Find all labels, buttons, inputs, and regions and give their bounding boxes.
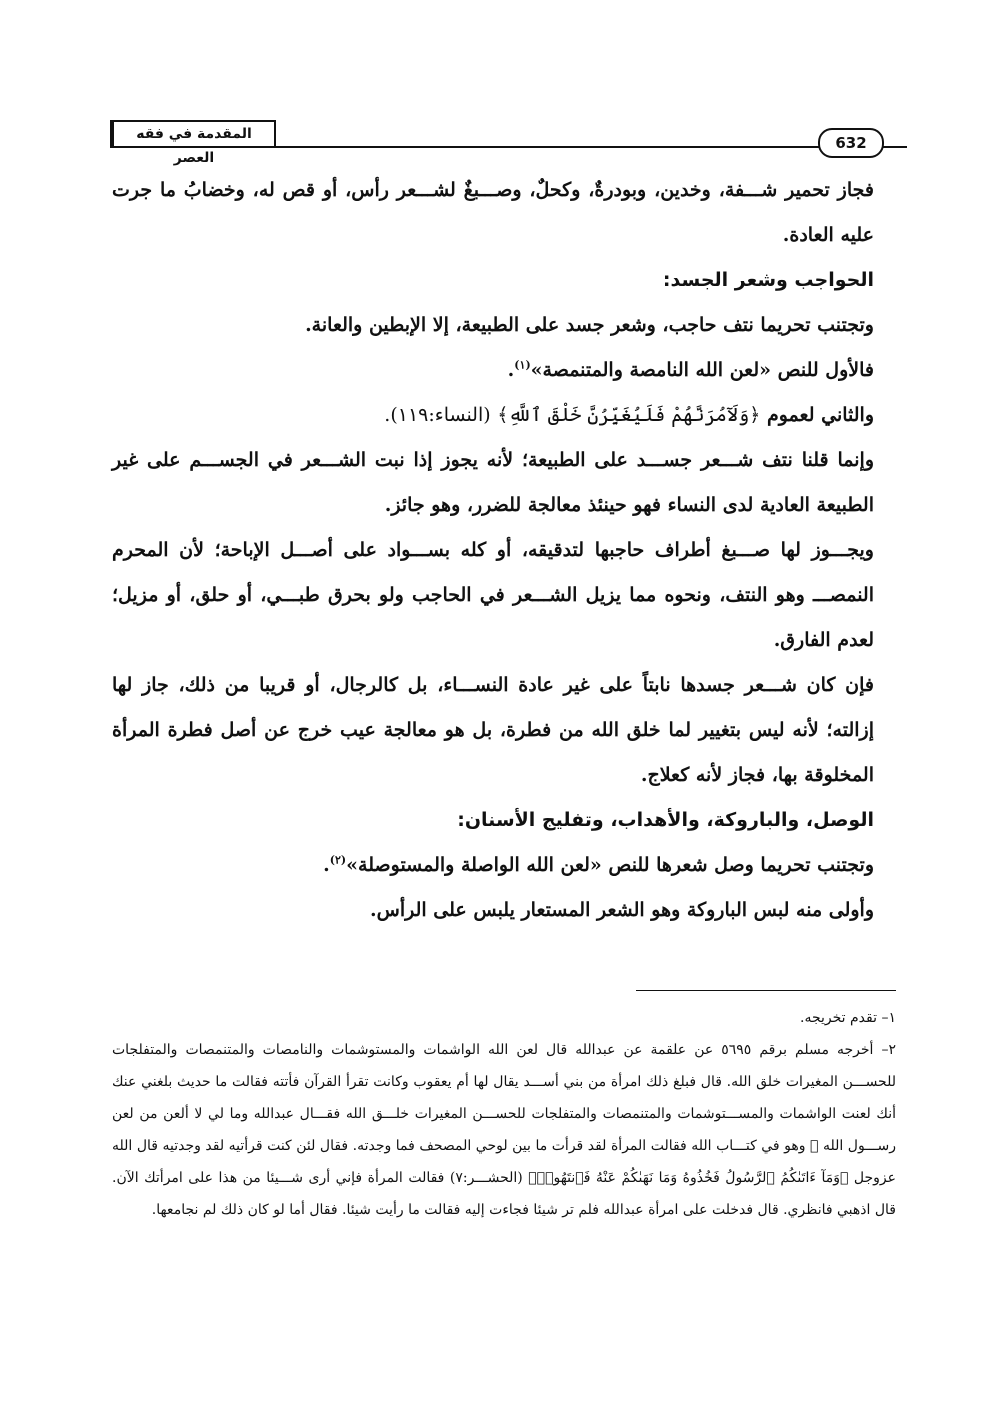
footnote-ref-2: (٢) — [329, 853, 347, 867]
paragraph-hair-removal: فإن كان شـــعر جسدها نابتاً على غير عادة النســـاء، بل كالرجال، أو قريبا من ذلك، جاز لها إزالته؛ لأنه ليس بتغيير لما خلق الله من فطرة، بل هو معالجة عيب خرج عن أصل فطرة المرأة المخلوقة بها، فجاز لأنه كعلاج. — [112, 674, 874, 786]
footnote-2 — [112, 1034, 896, 1226]
paragraph-second-evidence — [112, 393, 896, 438]
evidence-text: فالأول للنص «لعن الله النامصة والمتنمصة» — [530, 359, 874, 381]
footnote-1: ١– تقدم تخريجه. — [800, 1010, 896, 1026]
paragraph-cosmetics: فجاز تحمير شـــفة، وخدين، وبودرةٌ، وكحلٌ، وصـــبغٌ لشـــعر رأس، أو قص له، وخضابُ ما جرت عليه العادة. — [112, 179, 874, 246]
paragraph-eyebrow-dye: ويجـــوز لها صـــبغ أطراف حاجبها لتدقيقه، أو كله بســـواد على أصـــل الإباحة؛ لأن المحرم النمصـــ وهو النتف، ونحوه مما يزيل الشـــعر في الحاجب ولو بحرق طبـــي، أو حلق، أو مزيل؛ لعدم الفارق. — [112, 539, 874, 651]
footnote-2-quran: ﴿وَمَآ ءَاتَىٰكُمُ ٱلرَّسُولُ فَخُذُوهُ وَمَا نَهَىٰكُمْ عَنْهُ فَٱنتَهُوا۟﴾ — [528, 1170, 849, 1186]
footnote-ref-1: (١) — [514, 358, 531, 372]
paragraph-hair-extension — [112, 843, 896, 888]
running-header-title: المقدمة في فقه العصر — [110, 120, 276, 148]
verse-reference: (النساء:١١٩). — [384, 404, 491, 426]
footnote-2-text: ٢– أخرجه مسلم برقم ٥٦٩٥ عن علقمة عن عبدالله قال لعن الله الواشمات والمستوشمات والنامصات والمتنمصات والمتفلجات للحســـن المغيرات خلق الله. قال فبلغ ذلك امرأة من بني أســـد يقال لها أم يعقوب وكانت تقرأ القرآن فأتته فقالت ما حديث بلغني عنك أنك لعنت الواشمات والمســـتوشمات والمتنمصات والمتفلجات للحســـن المغيرات خلـــق الله فقـــال عبدالله وما لي لا ألعن من لعن رســـول الله ﷺ وهو في كتـــاب الله فقالت المرأة لقد قرأت ما بين لوحي المصحف فما وجدته. فقال لئن كنت قرأتيه لقد وجدتيه قال الله عزوجل — [112, 1042, 897, 1186]
quran-verse: ﴿وَلَآمُرَنَّهُمْ فَلَيُغَيِّرُنَّ خَلْقَ ٱللَّهِ﴾ — [497, 404, 761, 426]
sentence-end: . — [323, 854, 330, 876]
evidence-text: والثاني لعموم — [766, 404, 874, 426]
paragraph-avoid-plucking: وتجتنب تحريما نتف حاجب، وشعر جسد على الطبيعة، إلا الإبطين والعانة. — [305, 314, 874, 336]
paragraph-wig: وأولى منه لبس الباروكة وهو الشعر المستعار يلبس على الرأس. — [370, 899, 874, 921]
evidence-text: وتجتنب تحريما وصل شعرها للنص «لعن الله الواصلة والمستوصلة» — [346, 854, 874, 876]
footnote-separator — [636, 990, 896, 991]
sentence-end: . — [507, 359, 515, 381]
heading-eyebrows-body-hair: الحواجب وشعر الجسد: — [662, 269, 874, 291]
heading-extensions-wigs: الوصل، والباروكة، والأهداب، وتفليج الأسنان: — [457, 809, 874, 831]
page-number: 632 — [818, 128, 884, 158]
footnotes — [112, 1002, 896, 1226]
paragraph-abnormal-hair: وإنما قلنا نتف شـــعر جســـد على الطبيعة؛ لأنه يجوز إذا نبت الشـــعر في الجســـم على غير الطبيعة العادية لدى النساء فهو حينئذ معالجة للضرر، وهو جائز. — [112, 449, 874, 516]
paragraph-first-evidence — [112, 348, 896, 393]
main-text — [112, 168, 896, 933]
footnote-2-text-end: (الحشـــر:٧) فقالت المرأة فإني أرى شـــيئا من هذا على امرأتك الآن. قال اذهبي فانظري. قال فدخلت على امرأة عبدالله فلم تر شيئا فجاءت إليه فقالت ما رأيت شيئا. فقال أما لو كان ذلك لم نجامعها. — [112, 1170, 896, 1218]
